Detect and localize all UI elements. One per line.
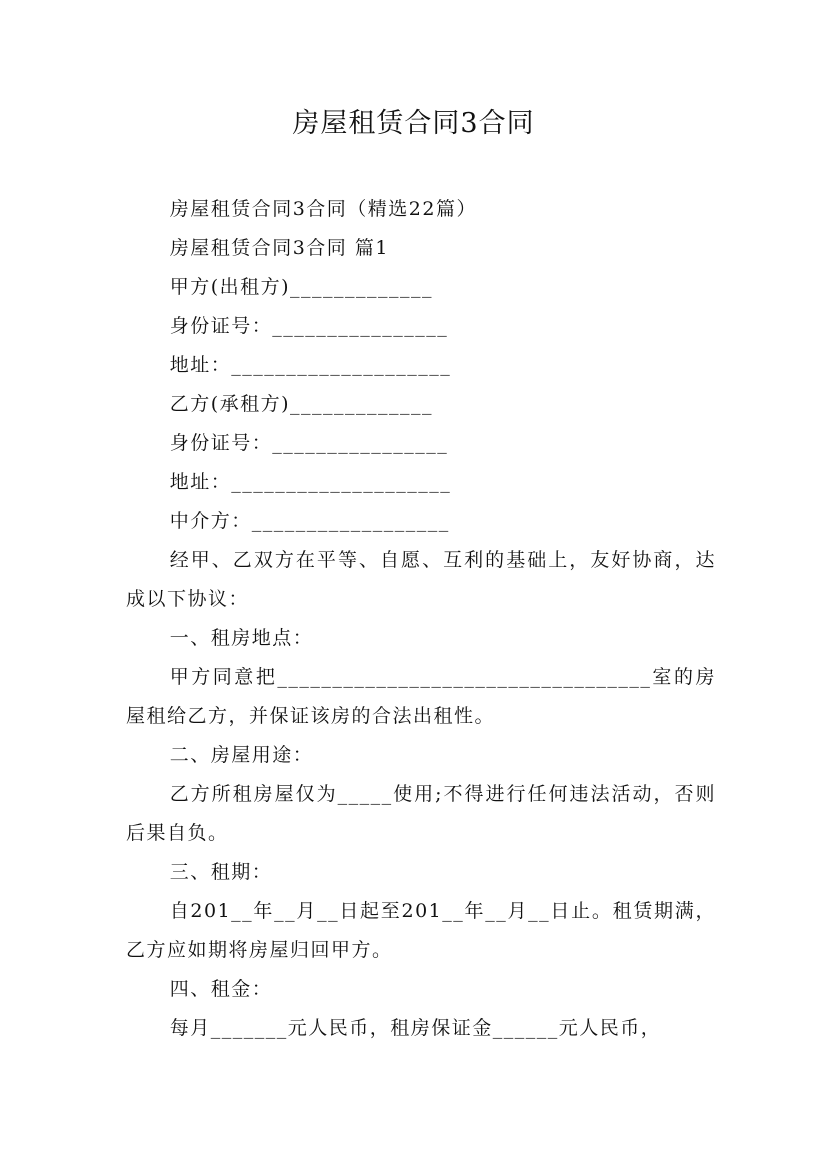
party-a-id-line: 身份证号：________________: [169, 315, 449, 337]
party-b-id-line: 身份证号：________________: [169, 432, 449, 454]
clause-paragraph: 每月_______元人民币，租房保证金______元人民币，: [169, 1017, 662, 1039]
clause-heading: 一、租房地点：: [169, 627, 314, 649]
party-b-line: 乙方(承租方)_____________: [169, 393, 434, 415]
document-body: [126, 190, 716, 1048]
subtitle-line: 房屋租赁合同3合同（精选22篇）: [169, 198, 477, 220]
clause-paragraph: 自201__年__月__日起至201__年__月__日止。租赁期满，乙方应如期将房屋归回甲方。: [126, 900, 716, 961]
clause-heading: 二、房屋用途：: [169, 744, 314, 766]
clause-heading: 三、租期：: [169, 861, 273, 883]
agent-line: 中介方：__________________: [169, 510, 450, 532]
party-a-address-line: 地址：____________________: [169, 354, 452, 376]
clause-paragraph: 乙方所租房屋仅为_____使用;不得进行任何违法活动，否则后果自负。: [126, 783, 716, 844]
clause-heading: 四、租金：: [169, 978, 273, 1000]
section-heading: 房屋租赁合同3合同 篇1: [169, 237, 389, 259]
clause-paragraph: 甲方同意把__________________________________室的房屋租给乙方，并保证该房的合法出租性。: [126, 666, 716, 727]
party-b-address-line: 地址：____________________: [169, 471, 452, 493]
party-a-line: 甲方(出租方)_____________: [169, 276, 434, 298]
document-title: 房屋租赁合同3合同: [292, 108, 535, 139]
intro-paragraph: 经甲、乙双方在平等、自愿、互利的基础上，友好协商，达成以下协议：: [126, 549, 716, 610]
